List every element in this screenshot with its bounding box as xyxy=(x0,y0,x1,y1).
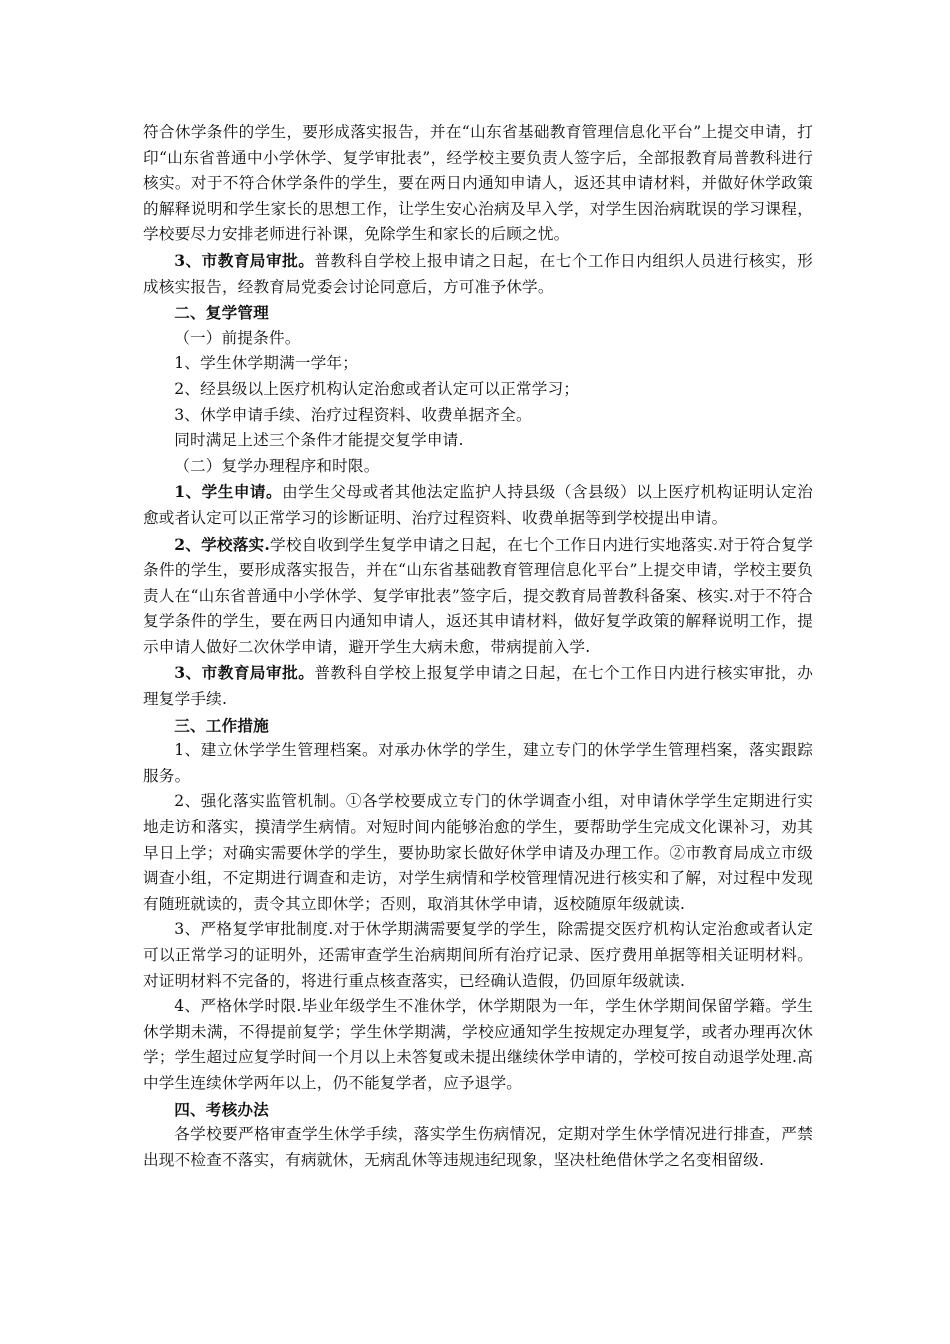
paragraph-measure-2: 2、强化落实监管机制。①各学校要成立专门的休学调查小组，对申请休学学生定期进行实地走访和落实，摸清学生病情。对短时间内能够治愈的学生，要帮助学生完成文化课补习，劝其早日上学；对确实需要休学的学生，要协助家长做好休学申请及办理工作。②市教育局成立市级调查小组，不定期进行调查和走访，对学生病情和学校管理情况进行核实和了解，对过程中发现有随班就读的，责令其立即休学；否则，取消其休学申请，返校随原年级就读. xyxy=(143,792,813,913)
paragraph-student-application xyxy=(143,479,813,531)
subsection-prerequisites: （一）前提条件。 xyxy=(174,328,301,347)
paragraph-lead: 3、市教育局审批。 xyxy=(174,250,315,270)
paragraph-text: 普教科自学校上报复学申请之日起，在七个工作日内进行核实审批，办理复学手续. xyxy=(143,664,813,709)
paragraph-school-verification xyxy=(143,532,813,661)
paragraph-text: 普教科自学校上报申请之日起，在七个工作日内组织人员进行核实，形成核实报告，经教育局党委会讨论同意后，方可准予休学。 xyxy=(143,251,813,296)
paragraph-city-resumption-approval xyxy=(143,660,813,712)
paragraph-assessment: 各学校要严格审查学生休学手续，落实学生伤病情况，定期对学生休学情况进行排查，严禁出现不检查不落实，有病就休，无病乱休等违规违纪现象，坚决杜绝借休学之名变相留级. xyxy=(143,1125,813,1169)
paragraph-measure-1: 1、建立休学学生管理档案。对承办休学的学生，建立专门的休学学生管理档案，落实跟踪服务。 xyxy=(143,741,813,785)
paragraph-text: 学校自收到学生复学申请之日起，在七个工作日内进行实地落实.对于符合复学条件的学生，要形成落实报告，并在“山东省基础教育管理信息化平台”上提交申请，学校主要负责人在“山东省普通中小学休学、复学审批表”签字后，提交教育局普教科备案、核实.对于不符合复学条件的学生，要在两日内通知申请人，返还其申请材料，做好复学政策的解释说明工作，提示申请人做好二次休学申请，避开学生大病未愈，带病提前入学. xyxy=(143,535,813,656)
paragraph-lead: 2、学校落实. xyxy=(174,534,270,554)
list-item-condition-2: 2、经县级以上医疗机构认定治愈或者认定可以正常学习； xyxy=(174,379,580,398)
document-page xyxy=(143,120,813,1173)
paragraph-measure-3: 3、严格复学审批制度.对于休学期满需要复学的学生，除需提交医疗机构认定治愈或者认定可以正常学习的证明外，还需审查学生治病期间所有治疗记录、医疗费用单据等相关证明材料。对证明材料不完备的，将进行重点核查落实，已经确认造假，仍回原年级就读. xyxy=(143,920,813,990)
list-item-condition-1: 1、学生休学期满一学年； xyxy=(174,354,359,373)
section-heading-resumption: 二、复学管理 xyxy=(174,303,269,323)
paragraph-measure-4: 4、严格休学时限.毕业年级学生不准休学，休学期限为一年，学生休学期间保留学籍。学生休学期未满，不得提前复学；学生休学期满，学校应通知学生按规定办理复学，或者办理再次休学；学生超过应复学时间一个月以上未答复或未提出继续休学申请的，学校可按自动退学处理.高中学生连续休学两年以上，仍不能复学者，应予退学。 xyxy=(143,997,813,1092)
paragraph-lead: 3、市教育局审批。 xyxy=(174,663,315,683)
paragraph-conditions-summary: 同时满足上述三个条件才能提交复学申请. xyxy=(174,431,464,450)
list-item-condition-3: 3、休学申请手续、治疗过程资料、收费单据齐全。 xyxy=(174,405,532,424)
paragraph-text: 由学生父母或者其他法定监护人持县级（含县级）以上医疗机构证明认定治愈或者认定可以正常学习的诊断证明、治疗过程资料、收费单据等到学校提出申请。 xyxy=(143,483,813,527)
paragraph-city-approval xyxy=(143,248,813,300)
paragraph-approval-continued xyxy=(143,120,813,248)
subsection-procedure: （二）复学办理程序和时限。 xyxy=(174,456,380,475)
paragraph-text: 符合休学条件的学生，要形成落实报告，并在“山东省基础教育管理信息化平台”上提交申请，打印“山东省普通中小学休学、复学审批表”，经学校主要负责人签字后，全部报教育局普教科进行核实。对于不符合休学条件的学生，要在两日内通知申请人，返还其申请材料，并做好休学政策的解释说明和学生家长的思想工作，让学生安心治病及早入学，对学生因治病耽误的学习课程，学校要尽力安排老师进行补课，免除学生和家长的后顾之忧。 xyxy=(143,123,813,244)
section-heading-assessment: 四、考核办法 xyxy=(174,1099,269,1119)
section-heading-measures: 三、工作措施 xyxy=(174,715,269,735)
paragraph-lead: 1、学生申请。 xyxy=(174,482,283,502)
